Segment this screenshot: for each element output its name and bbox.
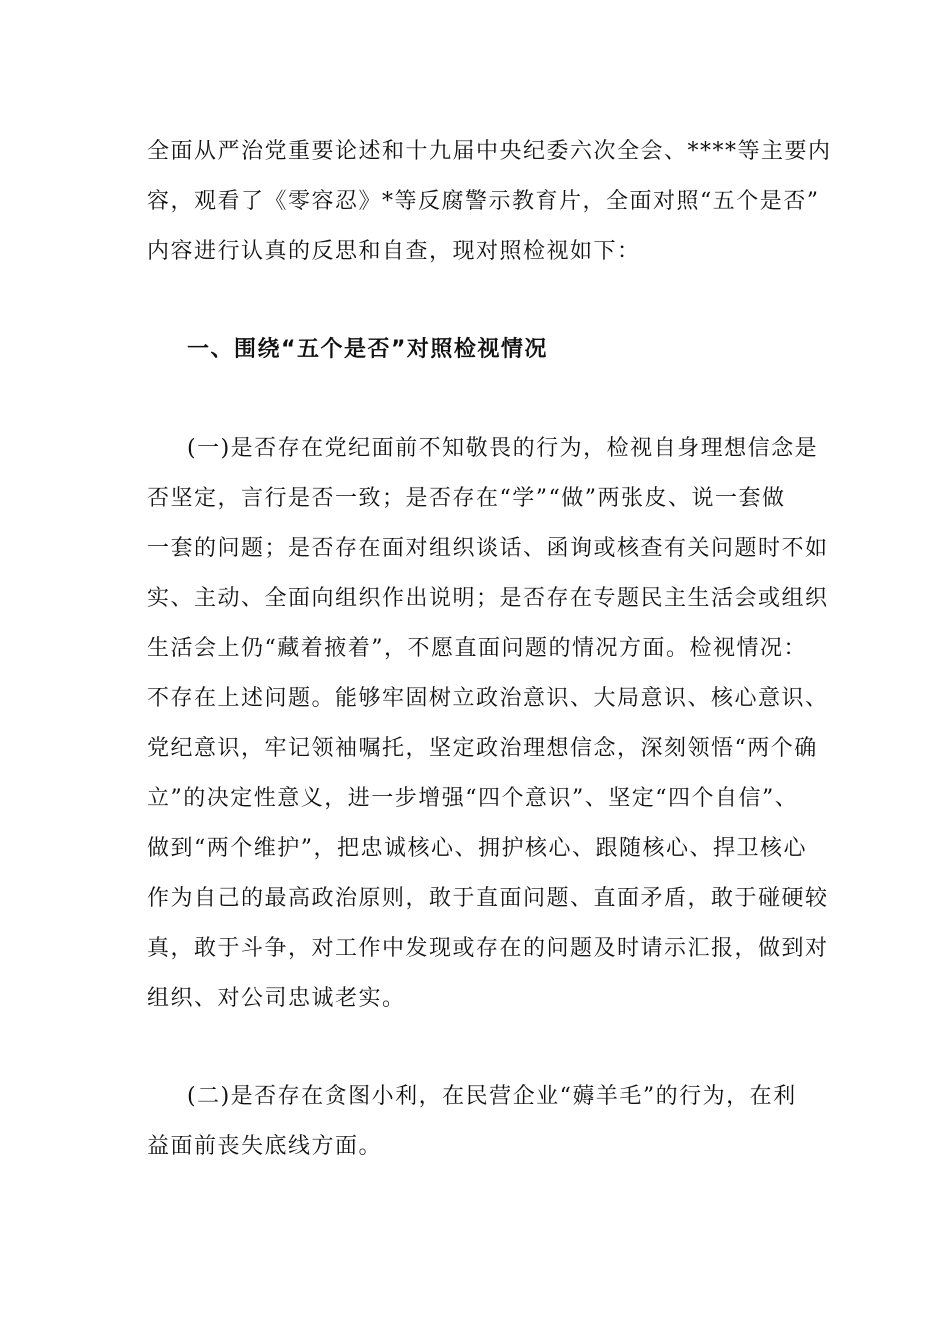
section-heading: 一、围绕“五个是否”对照检视情况 <box>187 337 548 362</box>
item1-line-8: 立”的决定性意义，进一步增强“四个意识”、坚定“四个自信”、 <box>147 786 799 811</box>
item1-line-11: 真，敢于斗争，对工作中发现或存在的问题及时请示汇报，做到对 <box>147 936 829 961</box>
item1-line-5: 生活会上仍“藏着掖着”，不愿直面问题的情况方面。检视情况： <box>147 636 807 661</box>
intro-line-1: 全面从严治党重要论述和十九届中央纪委六次全会、****等主要内 <box>147 139 832 164</box>
item1-line-10: 作为自己的最高政治原则，敢于直面问题、直面矛盾，敢于碰硬较 <box>147 886 829 911</box>
item1-line-7: 党纪意识，牢记领袖嘱托，坚定政治理想信念，深刻领悟“两个确 <box>147 736 818 761</box>
item1-line-2: 否坚定，言行是否一致；是否存在“学”“做”两张皮、说一套做 <box>147 486 786 511</box>
item2-line-2: 益面前丧失底线方面。 <box>147 1134 383 1159</box>
item2-line-1: (二)是否存在贪图小利，在民营企业“薅羊毛”的行为，在利 <box>187 1084 797 1109</box>
item1-line-6: 不存在上述问题。能够牢固树立政治意识、大局意识、核心意识、 <box>147 686 829 711</box>
item1-line-9: 做到“两个维护”，把忠诚核心、拥护核心、跟随核心、捍卫核心 <box>147 836 807 861</box>
intro-line-3: 内容进行认真的反思和自查，现对照检视如下： <box>147 239 641 264</box>
intro-line-2: 容，观看了《零容忍》*等反腐警示教育片，全面对照“五个是否” <box>147 189 820 214</box>
item1-line-1: (一)是否存在党纪面前不知敬畏的行为，检视自身理想信念是 <box>187 436 819 461</box>
item1-line-12: 组织、对公司忠诚老实。 <box>147 986 406 1011</box>
item1-line-3: 一套的问题；是否存在面对组织谈话、函询或核查有关问题时不如 <box>147 536 829 561</box>
item1-line-4: 实、主动、全面向组织作出说明；是否存在专题民主生活会或组织 <box>147 586 829 611</box>
